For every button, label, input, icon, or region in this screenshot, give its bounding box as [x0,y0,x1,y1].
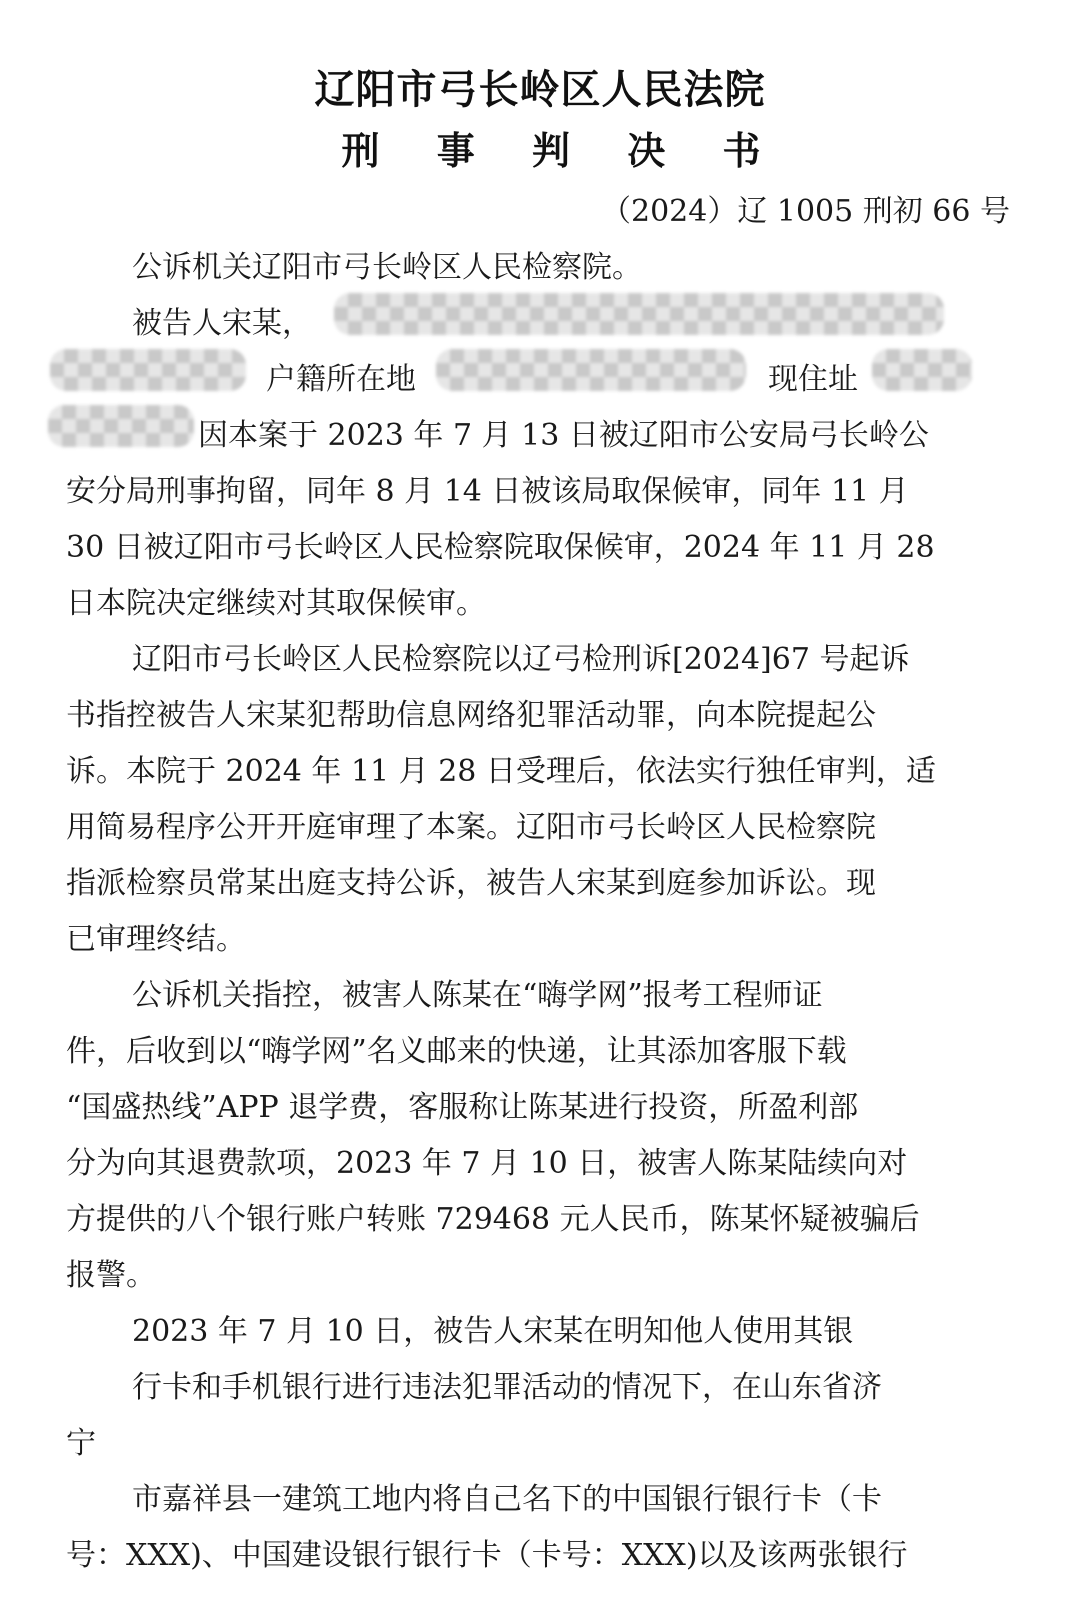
text-line: 辽阳市弓长岭区人民检察院以辽弓检刑诉[2024]67 号起诉 [132,642,910,677]
text-line: 已审理终结。 [66,922,246,957]
redacted-block [334,293,944,335]
text-line: 分为向其退费款项，2023 年 7 月 10 日，被害人陈某陆续向对 [66,1146,908,1181]
text-line: 指派检察员常某出庭支持公诉，被告人宋某到庭参加诉讼。现 [66,866,876,901]
case-number: （2024）辽 1005 刑初 66 号 [600,194,1010,229]
text-line: 宁 [66,1426,96,1461]
text-line: 书指控被告人宋某犯帮助信息网络犯罪活动罪，向本院提起公 [66,698,876,733]
redacted-block [50,349,246,391]
document-type: 刑 事 判 决 书 [341,129,783,173]
text-line: 用简易程序公开开庭审理了本案。辽阳市弓长岭区人民检察院 [66,810,876,845]
text-line: 30 日被辽阳市弓长岭区人民检察院取保候审，2024 年 11 月 28 [66,530,935,565]
redacted-block [436,349,746,391]
text-line: 因本案于 2023 年 7 月 13 日被辽阳市公安局弓长岭公 [198,418,929,453]
text-line: 安分局刑事拘留，同年 8 月 14 日被该局取保候审，同年 11 月 [66,474,909,509]
text-line: 方提供的八个银行账户转账 729468 元人民币，陈某怀疑被骗后 [66,1202,920,1237]
text-line: 市嘉祥县一建筑工地内将自己名下的中国银行银行卡（卡 [132,1482,882,1517]
text-line: 2023 年 7 月 10 日，被告人宋某在明知他人使用其银 [132,1314,854,1349]
text-line: 公诉机关辽阳市弓长岭区人民检察院。 [132,250,642,285]
redacted-block [48,405,194,447]
text-line: 号：XXX)、中国建设银行银行卡（卡号：XXX)以及该两张银行 [66,1538,908,1573]
text-line: 户籍所在地 [266,362,416,397]
text-line: 现住址 [768,362,858,397]
text-line: 诉。本院于 2024 年 11 月 28 日受理后，依法实行独任审判，适 [66,754,936,789]
text-line: 行卡和手机银行进行违法犯罪活动的情况下，在山东省济 [132,1370,882,1405]
text-line: 被告人宋某， [132,306,312,341]
text-line: 报警。 [66,1258,156,1293]
text-line: 件，后收到以“嗨学网”名义邮来的快递，让其添加客服下载 [66,1034,847,1069]
court-name: 辽阳市弓长岭区人民法院 [314,67,766,113]
text-line: “国盛热线”APP 退学费，客服称让陈某进行投资，所盈利部 [66,1090,859,1125]
text-line: 公诉机关指控，被害人陈某在“嗨学网”报考工程师证 [132,978,823,1013]
text-line: 日本院决定继续对其取保候审。 [66,586,486,621]
redacted-block [872,349,972,391]
